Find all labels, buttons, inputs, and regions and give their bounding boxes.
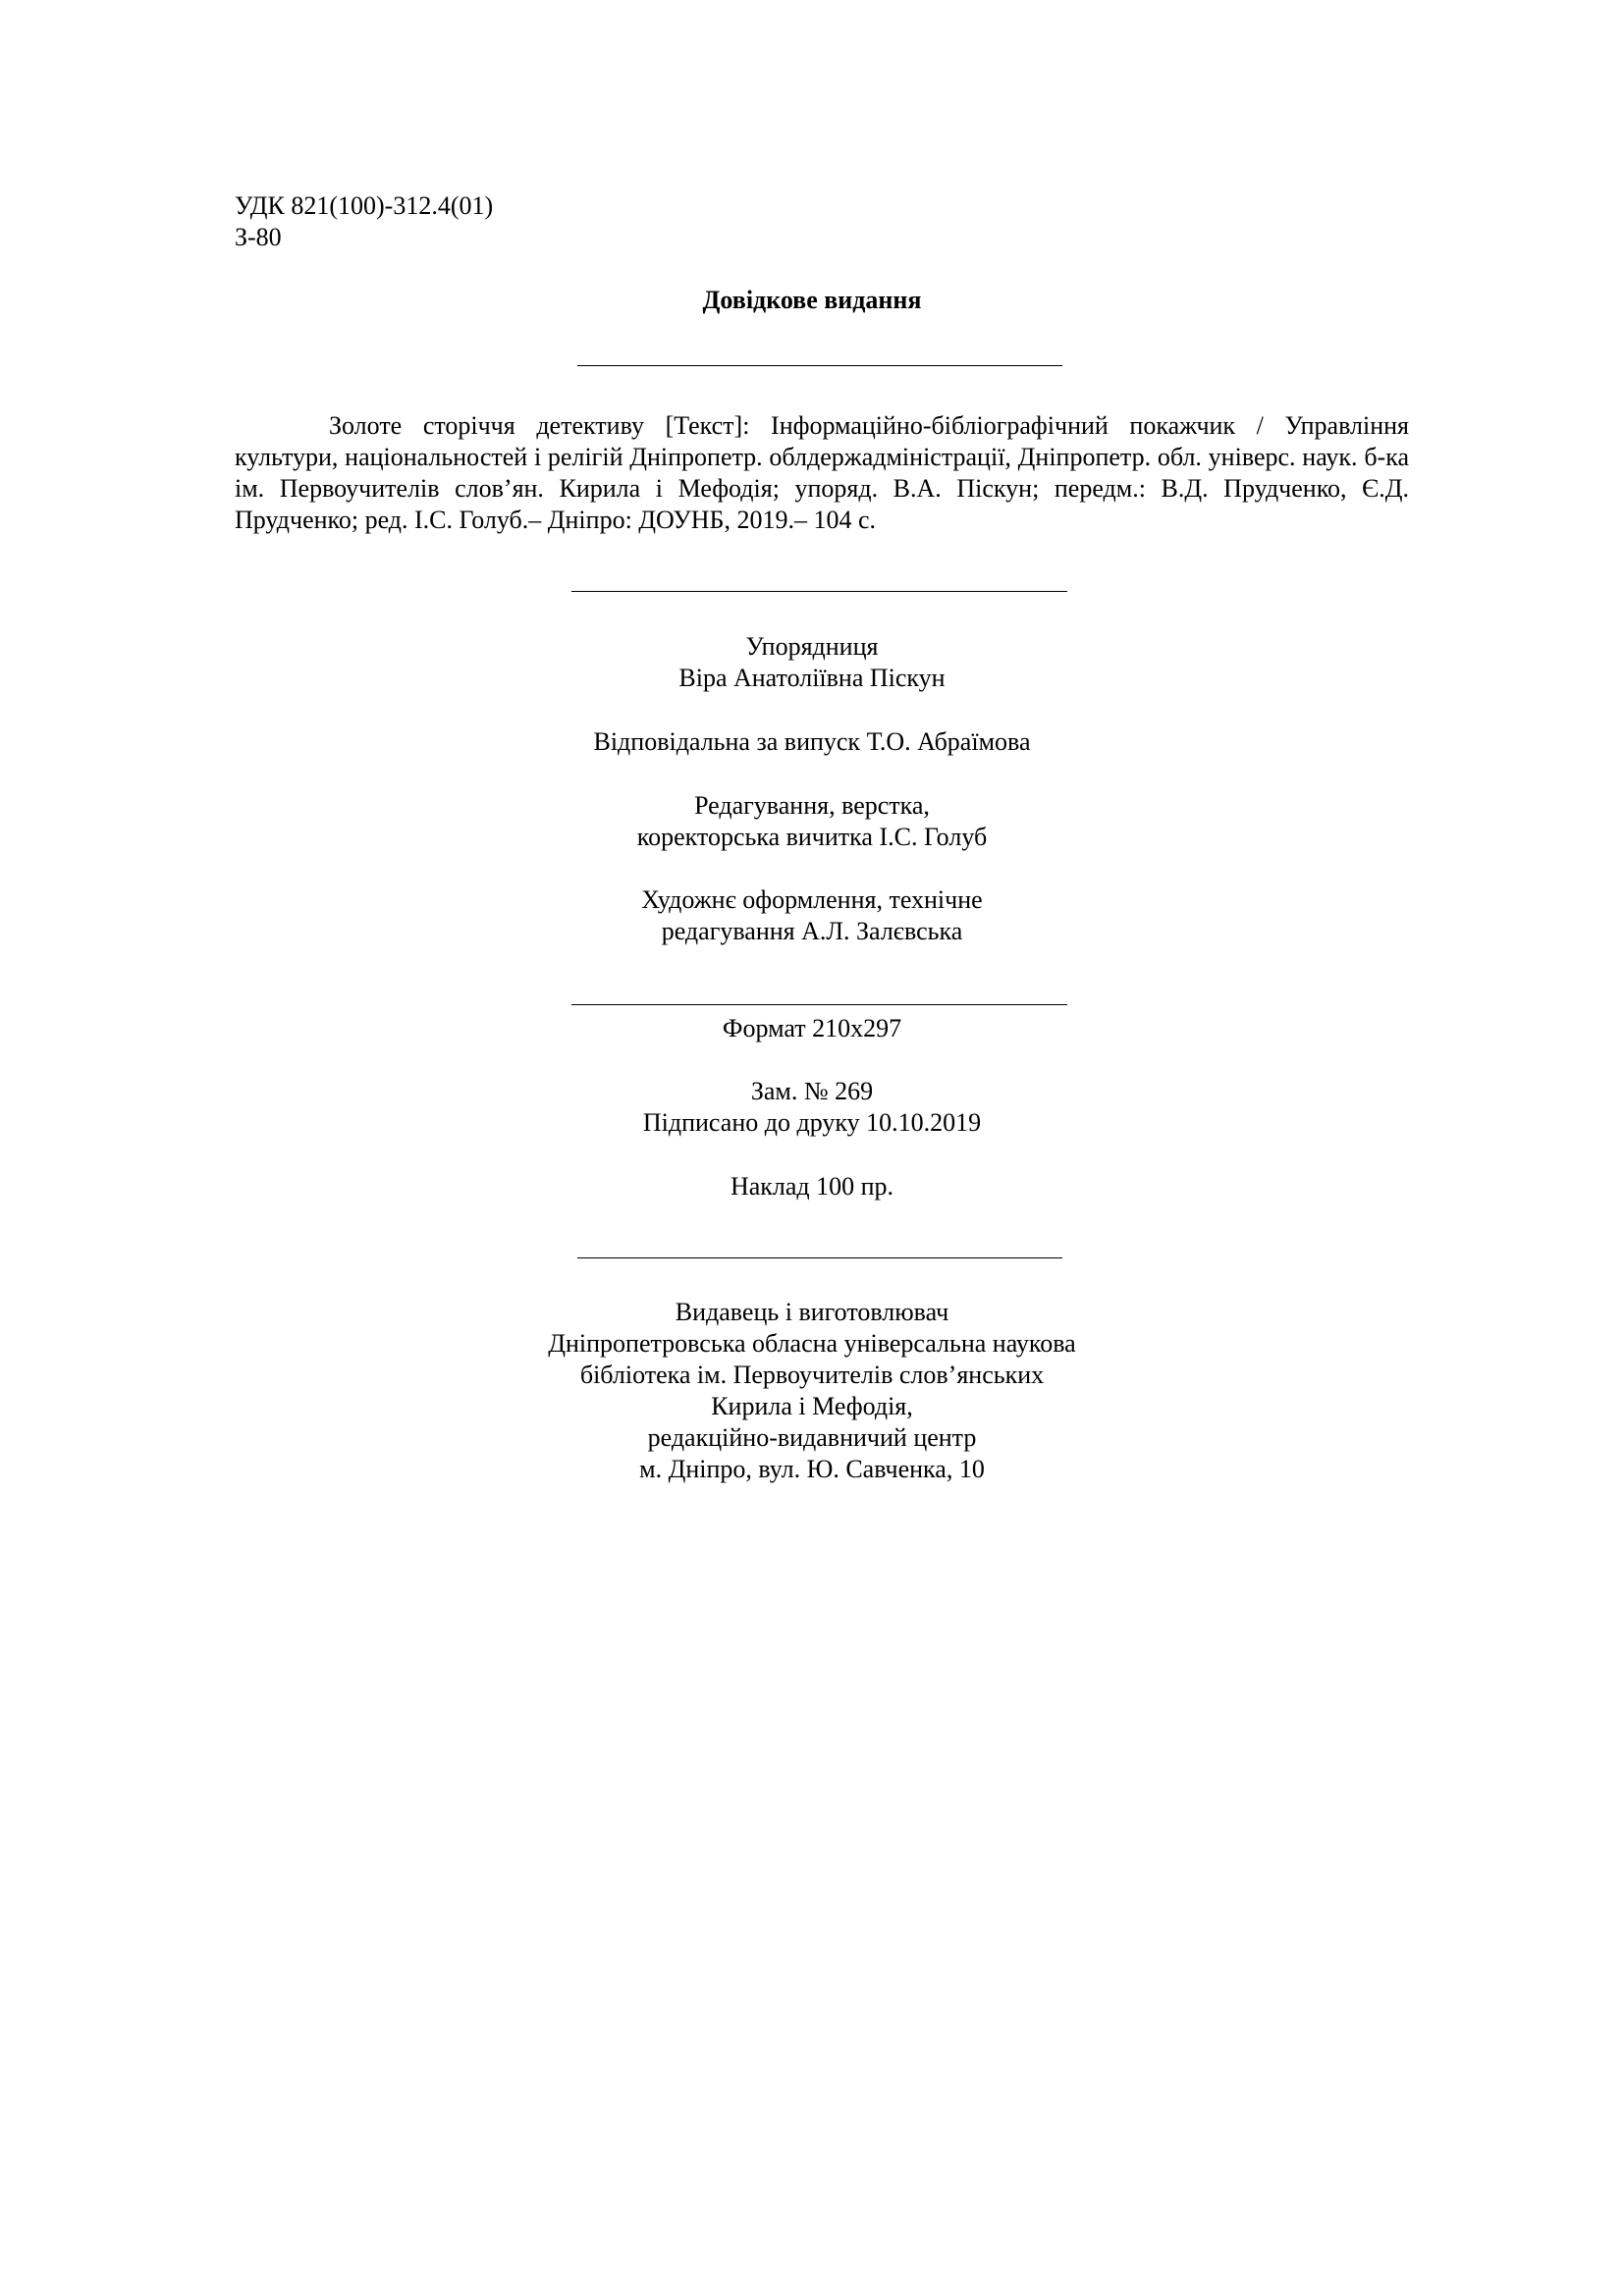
publisher-line: м. Дніпро, вул. Ю. Савченка, 10 (639, 1455, 985, 1483)
bibliographic-text: Золоте сторіччя детективу [Текст]: Інформаційно-бібліографічний покажчик / Управління культури, національностей і релігій Дніпропетр. облдержадміністрації, Дніпропетр. обл. універс. наук. б-ка ім. Первоучителів слов’ян. Кирила і Мефодія; упоряд. В.А. Піскун; передм.: В.Д. Прудченко, Є.Д. Прудченко; ред. І.С. Голуб.– Дніпро: ДОУНБ, 2019.– 104 с. (235, 411, 1409, 534)
responsible-credit (0, 726, 1624, 758)
design-credit (0, 884, 1624, 947)
divider-line (577, 365, 1062, 366)
format-info (0, 1013, 1624, 1044)
editing-line: Редагування, верстка, (694, 791, 930, 820)
publisher-line: Дніпропетровська обласна універсальна наукова (548, 1329, 1076, 1358)
publisher-line: Кирила і Мефодія, (711, 1392, 913, 1420)
divider-line (577, 1257, 1062, 1258)
circulation-text: Наклад 100 пр. (730, 1172, 894, 1201)
format-text: Формат 210х297 (722, 1014, 902, 1042)
publisher-line: Видавець і виготовлювач (675, 1298, 949, 1326)
page-title: Довідкове видання (702, 286, 922, 314)
responsible-text: Відповідальна за випуск Т.О. Абраїмова (593, 727, 1031, 756)
publisher-line: редакційно-видавничий центр (647, 1423, 977, 1452)
editing-credit (0, 790, 1624, 853)
udc-header (235, 190, 493, 253)
bibliographic-record (235, 410, 1409, 536)
editing-line: коректорська вичитка І.С. Голуб (636, 823, 988, 851)
compiler-title: Упорядниця (745, 632, 879, 661)
compiler-name: Віра Анатоліївна Піскун (678, 664, 946, 692)
design-line: редагування А.Л. Залєвська (661, 917, 963, 945)
author-mark: З-80 (235, 223, 282, 251)
order-number: Зам. № 269 (750, 1077, 874, 1105)
divider-line (571, 591, 1067, 592)
signed-date: Підписано до друку 10.10.2019 (642, 1108, 982, 1137)
circulation-info (0, 1171, 1624, 1202)
divider-line (571, 1004, 1067, 1005)
design-line: Художнє оформлення, технічне (641, 885, 983, 914)
udc-code: УДК 821(100)-312.4(01) (235, 191, 494, 220)
compiler-credit (0, 631, 1624, 694)
publisher-line: бібліотека ім. Первоучителів слов’янських (579, 1361, 1045, 1389)
order-info (0, 1076, 1624, 1139)
publisher-info (0, 1297, 1624, 1485)
